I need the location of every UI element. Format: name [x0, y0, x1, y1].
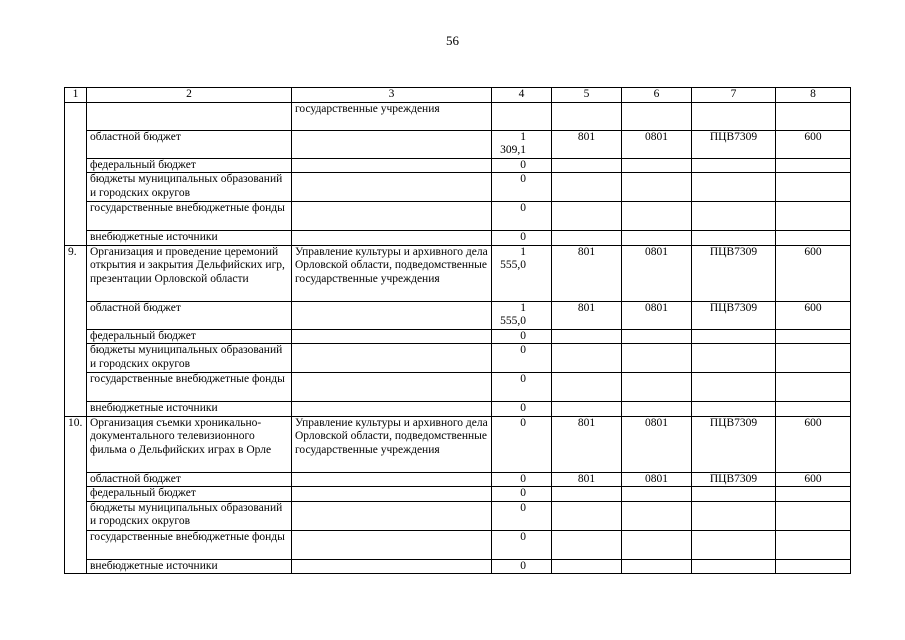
target-cell [692, 559, 776, 574]
amount-cell: 0 [492, 231, 552, 246]
executor-cell: Управление культуры и архивного дела Орловской области, подведомственные государственные учреждения [292, 245, 492, 301]
target-cell: ПЦВ7309 [692, 301, 776, 329]
table-row [65, 472, 851, 487]
table-row [65, 501, 851, 530]
ministry-cell [552, 102, 622, 130]
type-cell [776, 373, 851, 402]
executor-cell [292, 402, 492, 417]
executor-cell [292, 559, 492, 574]
ministry-cell: 801 [552, 130, 622, 158]
section-cell: 0801 [622, 301, 692, 329]
target-cell: ПЦВ7309 [692, 472, 776, 487]
amount-cell: 0 [492, 329, 552, 344]
column-header: 7 [692, 88, 776, 103]
executor-cell [292, 329, 492, 344]
target-cell: ПЦВ7309 [692, 245, 776, 301]
column-header: 6 [622, 88, 692, 103]
section-cell: 0801 [622, 245, 692, 301]
target-cell [692, 530, 776, 559]
target-cell: ПЦВ7309 [692, 130, 776, 158]
amount-cell: 0 [492, 402, 552, 417]
table-row [65, 173, 851, 202]
amount-cell: 1 555,0 [492, 245, 552, 301]
table-row [65, 245, 851, 301]
ministry-cell [552, 231, 622, 246]
funding-source-cell: федеральный бюджет [87, 329, 292, 344]
target-cell [692, 402, 776, 417]
table-row [65, 416, 851, 472]
item-number-cell: 10. [65, 416, 87, 574]
ministry-cell [552, 158, 622, 173]
executor-cell [292, 173, 492, 202]
funding-source-cell: бюджеты муниципальных образований и городских округов [87, 501, 292, 530]
section-cell: 0801 [622, 130, 692, 158]
executor-cell [292, 231, 492, 246]
section-cell [622, 487, 692, 502]
type-cell [776, 487, 851, 502]
target-cell [692, 202, 776, 231]
table-row [65, 130, 851, 158]
section-cell [622, 102, 692, 130]
item-title-cell: Организация съемки хроникально-документального телевизионного фильма о Дельфийских играх в Орле [87, 416, 292, 472]
type-cell [776, 329, 851, 344]
table-row [65, 530, 851, 559]
type-cell: 600 [776, 130, 851, 158]
funding-source-cell: областной бюджет [87, 301, 292, 329]
target-cell [692, 344, 776, 373]
ministry-cell [552, 202, 622, 231]
target-cell [692, 231, 776, 246]
section-cell: 0801 [622, 416, 692, 472]
ministry-cell [552, 530, 622, 559]
type-cell [776, 559, 851, 574]
section-cell [622, 530, 692, 559]
ministry-cell [552, 344, 622, 373]
amount-cell: 0 [492, 202, 552, 231]
ministry-cell: 801 [552, 472, 622, 487]
section-cell [622, 344, 692, 373]
title-cell [87, 102, 292, 130]
target-cell [692, 102, 776, 130]
page-number: 56 [446, 33, 459, 48]
ministry-cell: 801 [552, 301, 622, 329]
column-header: 8 [776, 88, 851, 103]
funding-source-cell: внебюджетные источники [87, 402, 292, 417]
section-cell [622, 329, 692, 344]
ministry-cell: 801 [552, 416, 622, 472]
type-cell: 600 [776, 416, 851, 472]
ministry-cell [552, 487, 622, 502]
section-cell [622, 402, 692, 417]
executor-cell: государственные учреждения [292, 102, 492, 130]
budget-table [64, 87, 851, 574]
amount-cell: 0 [492, 344, 552, 373]
column-header: 4 [492, 88, 552, 103]
funding-source-cell: внебюджетные источники [87, 559, 292, 574]
executor-cell [292, 373, 492, 402]
table-row [65, 231, 851, 246]
target-cell [692, 158, 776, 173]
amount-cell [492, 102, 552, 130]
column-header: 3 [292, 88, 492, 103]
funding-source-cell: бюджеты муниципальных образований и городских округов [87, 173, 292, 202]
section-cell [622, 559, 692, 574]
column-header: 1 [65, 88, 87, 103]
funding-source-cell: областной бюджет [87, 472, 292, 487]
item-title-cell: Организация и проведение церемоний открытия и закрытия Дельфийских игр, презентации Орловской области [87, 245, 292, 301]
amount-cell: 0 [492, 530, 552, 559]
target-cell [692, 373, 776, 402]
type-cell [776, 102, 851, 130]
funding-source-cell: государственные внебюджетные фонды [87, 373, 292, 402]
executor-cell [292, 530, 492, 559]
table-row [65, 329, 851, 344]
funding-source-cell: внебюджетные источники [87, 231, 292, 246]
amount-cell: 0 [492, 487, 552, 502]
column-header: 5 [552, 88, 622, 103]
funding-source-cell: государственные внебюджетные фонды [87, 530, 292, 559]
table-row [65, 202, 851, 231]
amount-cell: 0 [492, 373, 552, 402]
executor-cell [292, 130, 492, 158]
type-cell [776, 501, 851, 530]
funding-source-cell: областной бюджет [87, 130, 292, 158]
executor-cell: Управление культуры и архивного дела Орловской области, подведомственные государственные учреждения [292, 416, 492, 472]
funding-source-cell: государственные внебюджетные фонды [87, 202, 292, 231]
amount-cell: 0 [492, 158, 552, 173]
type-cell [776, 231, 851, 246]
executor-cell [292, 487, 492, 502]
table-row [65, 301, 851, 329]
ministry-cell [552, 329, 622, 344]
section-cell [622, 158, 692, 173]
target-cell: ПЦВ7309 [692, 416, 776, 472]
target-cell [692, 501, 776, 530]
table-row [65, 487, 851, 502]
table-row [65, 102, 851, 130]
table-row [65, 344, 851, 373]
funding-source-cell: федеральный бюджет [87, 487, 292, 502]
amount-cell: 0 [492, 416, 552, 472]
type-cell [776, 530, 851, 559]
executor-cell [292, 472, 492, 487]
type-cell [776, 158, 851, 173]
ministry-cell: 801 [552, 245, 622, 301]
type-cell [776, 344, 851, 373]
type-cell [776, 173, 851, 202]
amount-cell: 0 [492, 472, 552, 487]
section-cell [622, 373, 692, 402]
item-number-cell: 9. [65, 245, 87, 416]
amount-cell: 1 309,1 [492, 130, 552, 158]
type-cell: 600 [776, 472, 851, 487]
section-cell: 0801 [622, 472, 692, 487]
table-row [65, 158, 851, 173]
executor-cell [292, 202, 492, 231]
amount-cell: 0 [492, 559, 552, 574]
section-cell [622, 202, 692, 231]
executor-cell [292, 501, 492, 530]
target-cell [692, 329, 776, 344]
executor-cell [292, 301, 492, 329]
column-header: 2 [87, 88, 292, 103]
amount-cell: 1 555,0 [492, 301, 552, 329]
ministry-cell [552, 173, 622, 202]
table-header-row [65, 88, 851, 103]
type-cell: 600 [776, 245, 851, 301]
type-cell [776, 202, 851, 231]
section-cell [622, 231, 692, 246]
section-cell [622, 173, 692, 202]
number-cell [65, 102, 87, 245]
funding-source-cell: федеральный бюджет [87, 158, 292, 173]
executor-cell [292, 344, 492, 373]
ministry-cell [552, 373, 622, 402]
executor-cell [292, 158, 492, 173]
type-cell: 600 [776, 301, 851, 329]
ministry-cell [552, 402, 622, 417]
funding-source-cell: бюджеты муниципальных образований и городских округов [87, 344, 292, 373]
table-row [65, 559, 851, 574]
ministry-cell [552, 501, 622, 530]
type-cell [776, 402, 851, 417]
target-cell [692, 173, 776, 202]
amount-cell: 0 [492, 501, 552, 530]
ministry-cell [552, 559, 622, 574]
table-row [65, 373, 851, 402]
table-row [65, 402, 851, 417]
amount-cell: 0 [492, 173, 552, 202]
section-cell [622, 501, 692, 530]
target-cell [692, 487, 776, 502]
